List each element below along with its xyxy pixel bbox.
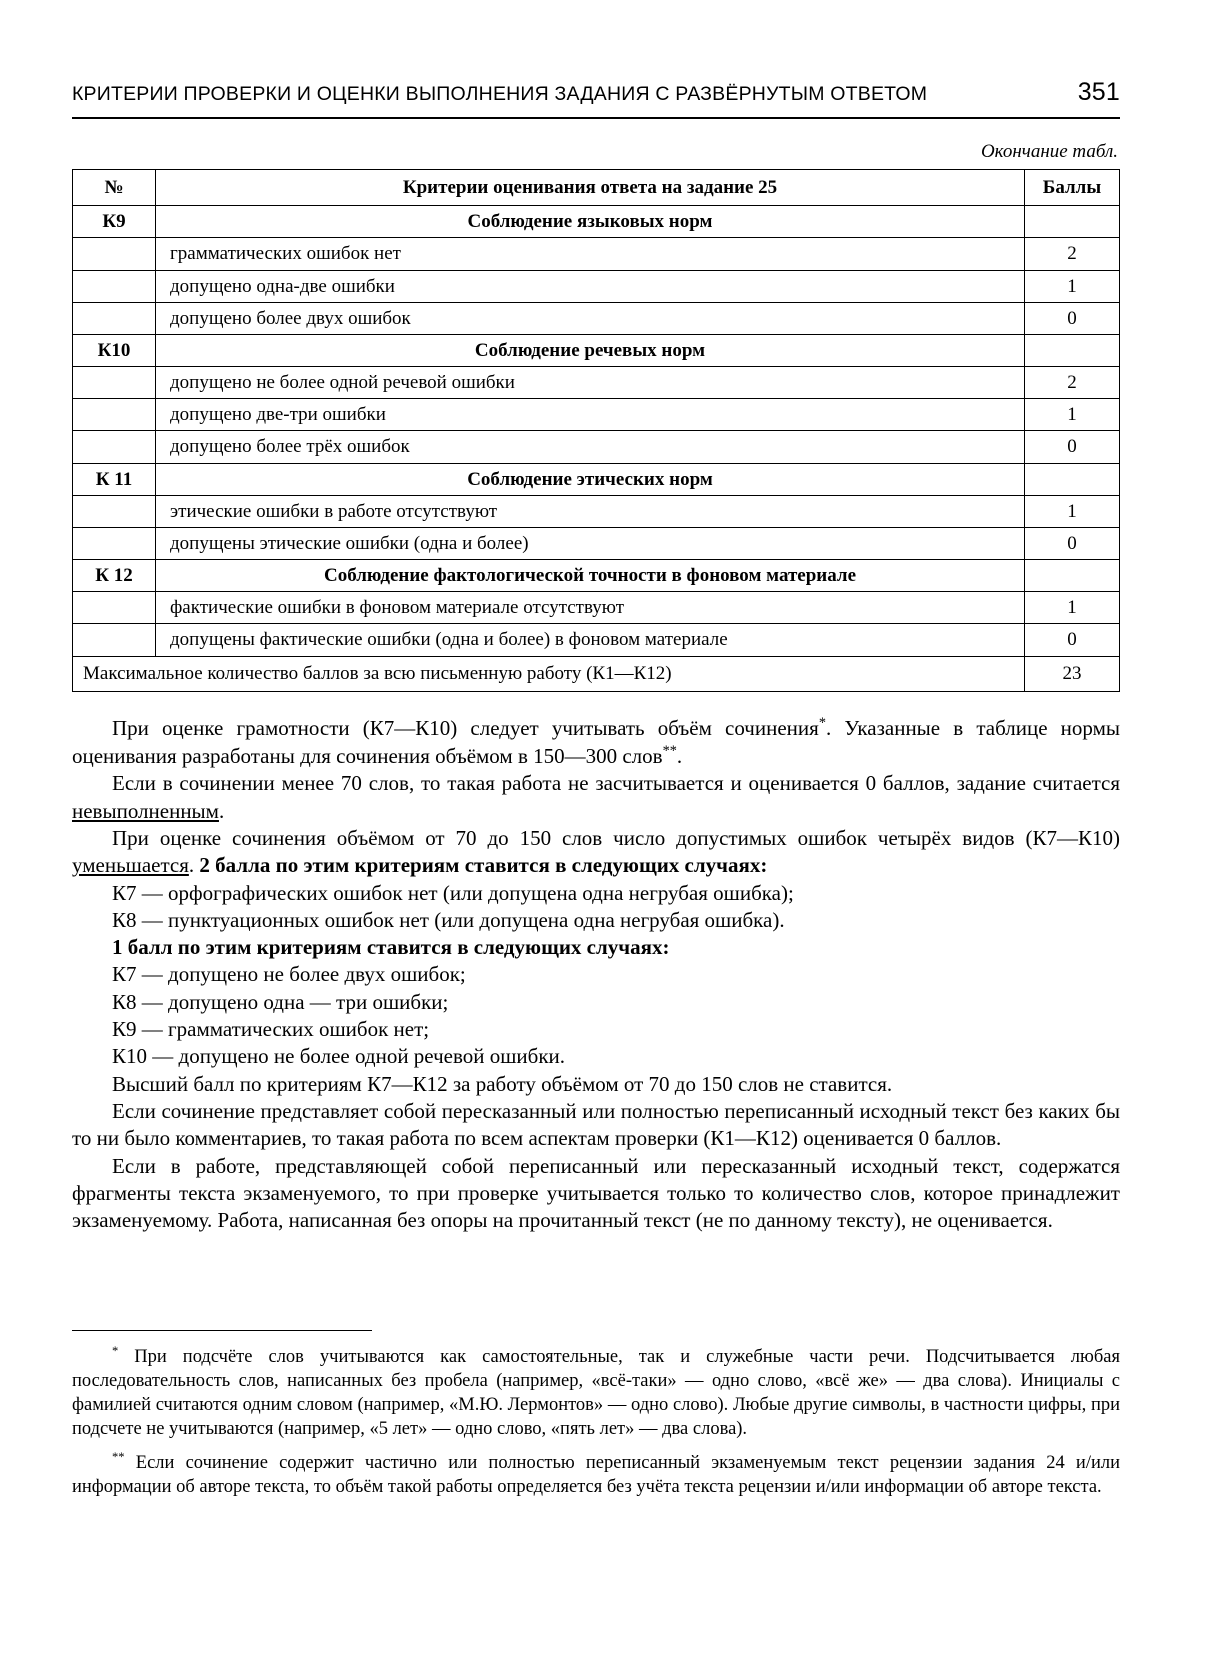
table-row (73, 206, 1120, 238)
column-header-points: Баллы (1025, 170, 1120, 206)
table-row (73, 495, 1120, 527)
footnote-ref-2: ** (662, 743, 677, 760)
footnote-2-text: Если сочинение содержит частично или полностью переписанный экзаменуемым текст рецензии задания 24 и/или информации об авторе текста, то объём такой работы определяется без учёта текста рецензии и/или информации об авторе текста. (72, 1453, 1120, 1498)
paragraph-k8-two-points: К8 — пунктуационных ошибок нет (или допущена одна негрубая ошибка). (112, 907, 785, 932)
paragraph-k9-one-point: К9 — грамматических ошибок нет; (112, 1017, 430, 1042)
header-divider (72, 117, 1120, 119)
criterion-title: Соблюдение фактологической точности в фоновом материале (156, 560, 1025, 592)
para-bold: 2 балла по этим критериям ставится в следующих случаях: (199, 853, 768, 878)
para-text: При оценке грамотности (К7—К10) следует учитывать объём сочинения (112, 715, 819, 740)
criterion-title: Соблюдение языковых норм (156, 206, 1025, 238)
criterion-code (73, 270, 156, 302)
paragraph-max-score-note: Высший балл по критериям К7—К12 за работу объёмом от 70 до 150 слов не ставится. (112, 1071, 893, 1096)
criterion-text: допущено более трёх ошибок (156, 431, 1025, 463)
criterion-text: допущено не более одной речевой ошибки (156, 367, 1025, 399)
paragraph-70-150-words (72, 825, 1120, 880)
footnote-1 (72, 1343, 1120, 1441)
table-row (73, 238, 1120, 270)
criterion-code (73, 431, 156, 463)
page-number: 351 (1077, 78, 1120, 106)
criterion-code (73, 302, 156, 334)
table-row (73, 334, 1120, 366)
criterion-points: 0 (1025, 624, 1120, 656)
criterion-points: 0 (1025, 527, 1120, 559)
criterion-code (73, 495, 156, 527)
table-row (73, 367, 1120, 399)
criterion-code: К 11 (73, 463, 156, 495)
total-label: Максимальное количество баллов за всю письменную работу (К1—К12) (73, 656, 1025, 691)
criterion-points (1025, 334, 1120, 366)
criterion-code (73, 592, 156, 624)
criterion-points: 1 (1025, 495, 1120, 527)
criterion-text: допущены этические ошибки (одна и более) (156, 527, 1025, 559)
criterion-title: Соблюдение речевых норм (156, 334, 1025, 366)
footnote-1-marker: * (112, 1344, 119, 1359)
criterion-code (73, 624, 156, 656)
criterion-text: допущено две-три ошибки (156, 399, 1025, 431)
footnotes (72, 1343, 1120, 1499)
footnote-1-text: При подсчёте слов учитываются как самостоятельные, так и служебные части речи. Подсчитывается любая последовательность слов, написанных без пробела (например, «всё-таки» — одно слово, «всё же» — два слова). Инициалы с фамилией считаются одним словом (например, «М.Ю. Лермонтов» — одно слово). Любые другие символы, в частности цифры, при подсчете не учитываются (например, «5 лет» — одно слово, «пять лет» — два слова). (72, 1347, 1120, 1439)
table-row (73, 624, 1120, 656)
criterion-code (73, 527, 156, 559)
criterion-code: К10 (73, 334, 156, 366)
paragraph-volume-note (72, 714, 1120, 771)
para-text: При оценке сочинения объёмом от 70 до 150 слов число допустимых ошибок четырёх видов (К7—К10) (112, 825, 1120, 850)
criterion-points: 0 (1025, 302, 1120, 334)
criterion-text: грамматических ошибок нет (156, 238, 1025, 270)
paragraph-one-point-heading: 1 балл по этим критериям ставится в следующих случаях: (112, 935, 670, 960)
table-row (73, 592, 1120, 624)
total-points: 23 (1025, 656, 1120, 691)
criterion-points: 1 (1025, 399, 1120, 431)
body-text (72, 714, 1120, 1235)
criterion-text: допущены фактические ошибки (одна и более) в фоновом материале (156, 624, 1025, 656)
table-total-row (73, 656, 1120, 691)
para-text: . (188, 853, 200, 878)
criterion-text: фактические ошибки в фоновом материале отсутствуют (156, 592, 1025, 624)
criterion-text: этические ошибки в работе отсутствуют (156, 495, 1025, 527)
criterion-code (73, 238, 156, 270)
criterion-points (1025, 560, 1120, 592)
table-row (73, 463, 1120, 495)
footnote-divider (72, 1330, 372, 1331)
table-row (73, 431, 1120, 463)
criterion-code (73, 367, 156, 399)
para-underlined: уменьшается (72, 853, 189, 878)
table-row (73, 302, 1120, 334)
column-header-criteria: Критерии оценивания ответа на задание 25 (156, 170, 1025, 206)
paragraph-under-70-words (72, 770, 1120, 825)
criterion-code: К9 (73, 206, 156, 238)
criterion-points: 2 (1025, 367, 1120, 399)
table-row (73, 399, 1120, 431)
para-text: . (676, 744, 683, 769)
table-caption: Окончание табл. (980, 141, 1118, 162)
criterion-title: Соблюдение этических норм (156, 463, 1025, 495)
criterion-points (1025, 463, 1120, 495)
paragraph-k7-two-points: К7 — орфографических ошибок нет (или допущена одна негрубая ошибка); (112, 880, 794, 905)
column-header-number: № (73, 170, 156, 206)
para-text: Если в сочинении менее 70 слов, то такая работа не засчитывается и оценивается 0 баллов, задание считается (112, 771, 1120, 796)
para-text: . (218, 798, 225, 823)
criterion-text: допущено более двух ошибок (156, 302, 1025, 334)
paragraph-fragments-note: Если в работе, представляющей собой переписанный или пересказанный исходный текст, содержатся фрагменты текста экзаменуемого, то при проверке учитывается только то количество слов, которое принадлежит экзаменуемому. Работа, написанная без опоры на прочитанный текст (не по данному тексту), не оценивается. (72, 1153, 1120, 1233)
criterion-points: 1 (1025, 592, 1120, 624)
criterion-code: К 12 (73, 560, 156, 592)
criterion-text: допущено одна-две ошибки (156, 270, 1025, 302)
criterion-points (1025, 206, 1120, 238)
paragraph-retold-text: Если сочинение представляет собой пересказанный или полностью переписанный исходный текст без каких бы то ни было комментариев, то такая работа по всем аспектам проверки (К1—К12) оценивается 0 баллов. (72, 1098, 1120, 1151)
paragraph-k7-one-point: К7 — допущено не более двух ошибок; (112, 962, 466, 987)
para-text: . Указанные в таблице нормы оценивания разработаны для сочинения объёмом в 150—300 слов (72, 715, 1120, 769)
paragraph-k10-one-point: К10 — допущено не более одной речевой ошибки. (112, 1044, 566, 1069)
table-row (73, 560, 1120, 592)
criterion-points: 0 (1025, 431, 1120, 463)
footnote-ref-1: * (818, 714, 826, 731)
running-head-title: КРИТЕРИИ ПРОВЕРКИ И ОЦЕНКИ ВЫПОЛНЕНИЯ ЗАДАНИЯ С РАЗВЁРНУТЫМ ОТВЕТОМ (72, 83, 928, 105)
criteria-table (72, 169, 1120, 692)
footnote-2 (72, 1449, 1120, 1500)
table-row (73, 270, 1120, 302)
criterion-code (73, 399, 156, 431)
footnote-2-marker: ** (112, 1450, 125, 1465)
table-row (73, 527, 1120, 559)
criterion-points: 1 (1025, 270, 1120, 302)
criterion-points: 2 (1025, 238, 1120, 270)
running-head (72, 78, 1120, 117)
paragraph-k8-one-point: К8 — допущено одна — три ошибки; (112, 989, 449, 1014)
para-underlined: невыполненным (72, 798, 219, 823)
table-header-row (73, 170, 1120, 206)
